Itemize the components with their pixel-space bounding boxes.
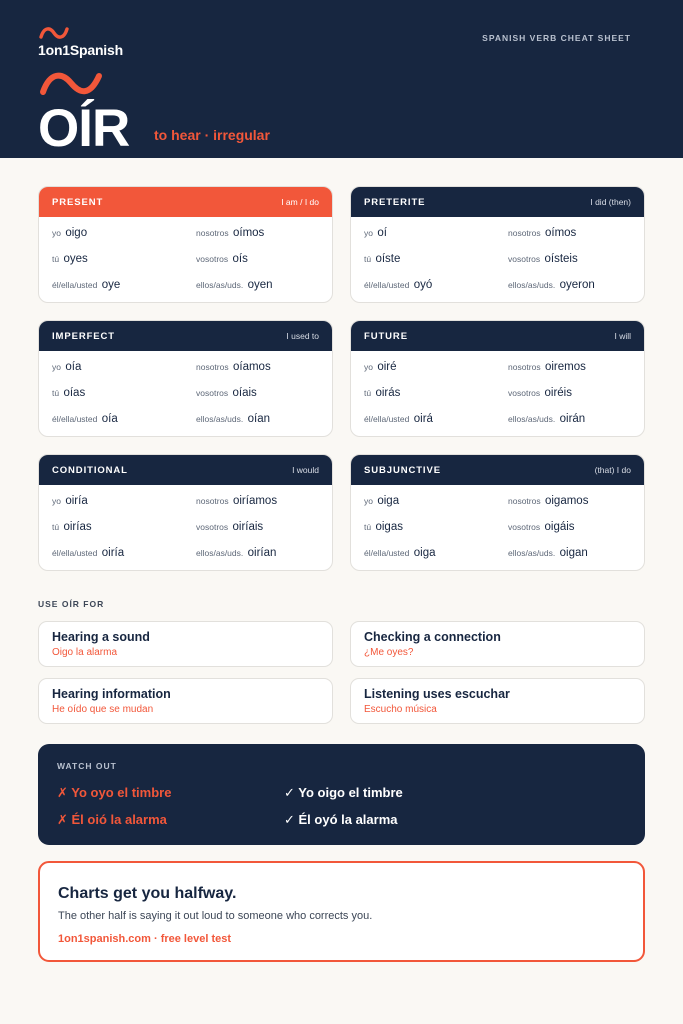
conjugation-vosotros: vosotros oís (196, 253, 248, 265)
brand-tilde-logo (38, 26, 70, 40)
conjugation-tu: tú oías (52, 387, 86, 399)
tense-card-header (39, 455, 332, 485)
conjugation-el: él/ella/usted oía (52, 413, 118, 425)
conjugation-vosotros: vosotros oiríais (196, 521, 264, 533)
use-title: Hearing a sound (52, 630, 150, 644)
tense-card-present (38, 186, 333, 303)
tense-translation: I would (292, 465, 319, 475)
uses-section-label: USE OÍR FOR (38, 599, 105, 609)
conjugation-vosotros: vosotros oísteis (508, 253, 578, 265)
use-example: Escucho música (364, 704, 437, 715)
conjugation-nosotros: nosotros oíamos (196, 361, 271, 373)
use-card (350, 678, 645, 724)
conjugation-ellos: ellos/as/uds. oirán (508, 413, 586, 425)
conjugation-yo: yo oigo (52, 227, 88, 239)
incorrect-example: ✗ Él oió la alarma (57, 812, 167, 827)
conjugation-el: él/ella/usted oye (52, 279, 121, 291)
conjugation-tu: tú oirás (364, 387, 401, 399)
watch-out-label: WATCH OUT (57, 761, 117, 771)
tense-card-header (39, 321, 332, 351)
sheet-label: SPANISH VERB CHEAT SHEET (482, 33, 631, 43)
conjugation-ellos: ellos/as/uds. oían (196, 413, 271, 425)
tense-translation: (that) I do (594, 465, 631, 475)
brand-name[interactable]: 1on1Spanish (38, 42, 123, 58)
tense-translation: I will (614, 331, 631, 341)
use-title: Listening uses escuchar (364, 687, 510, 701)
correct-example: ✓ Yo oigo el timbre (284, 785, 403, 800)
conjugation-tu: tú oirías (52, 521, 92, 533)
tense-translation: I am / I do (281, 197, 319, 207)
tense-card-preterite (350, 186, 645, 303)
conjugation-vosotros: vosotros oigáis (508, 521, 575, 533)
use-title: Hearing information (52, 687, 171, 701)
conjugation-vosotros: vosotros oiréis (508, 387, 572, 399)
tense-card-subjunctive (350, 454, 645, 571)
tense-name: PRESENT (52, 196, 104, 208)
conjugation-yo: yo oiga (364, 495, 400, 507)
tense-name: IMPERFECT (52, 330, 115, 342)
use-card (350, 621, 645, 667)
conjugation-nosotros: nosotros oímos (196, 227, 265, 239)
use-card (38, 678, 333, 724)
conjugation-ellos: ellos/as/uds. oigan (508, 547, 588, 559)
use-example: He oído que se mudan (52, 704, 154, 715)
conjugation-el: él/ella/usted oirá (364, 413, 433, 425)
use-card (38, 621, 333, 667)
conjugation-el: él/ella/usted oiga (364, 547, 436, 559)
tense-card-header (39, 187, 332, 217)
conjugation-el: él/ella/usted oiría (52, 547, 125, 559)
conjugation-tu: tú oigas (364, 521, 403, 533)
tense-name: CONDITIONAL (52, 464, 128, 476)
promo-text: The other half is saying it out loud to someone who corrects you. (58, 910, 373, 922)
watch-out-panel (38, 744, 645, 845)
promo-title: Charts get you halfway. (58, 885, 237, 902)
header (0, 0, 683, 158)
conjugation-yo: yo oiría (52, 495, 88, 507)
promo-link[interactable]: 1on1spanish.com · free level test (58, 933, 232, 945)
tense-card-header (351, 321, 644, 351)
tense-card-header (351, 187, 644, 217)
conjugation-yo: yo oiré (364, 361, 397, 373)
tense-card-imperfect (38, 320, 333, 437)
conjugation-tu: tú oyes (52, 253, 88, 265)
tense-name: SUBJUNCTIVE (364, 464, 441, 476)
use-title: Checking a connection (364, 630, 501, 644)
conjugation-nosotros: nosotros oigamos (508, 495, 589, 507)
tense-card-conditional (38, 454, 333, 571)
verb-title: OÍR (38, 99, 130, 158)
conjugation-tu: tú oíste (364, 253, 401, 265)
use-example: Oigo la alarma (52, 647, 118, 658)
tense-card-future (350, 320, 645, 437)
conjugation-yo: yo oí (364, 227, 387, 239)
use-example: ¿Me oyes? (364, 647, 414, 658)
tense-card-header (351, 455, 644, 485)
tense-translation: I did (then) (590, 197, 631, 207)
tense-translation: I used to (286, 331, 319, 341)
promo-box (38, 861, 645, 962)
tense-name: FUTURE (364, 330, 408, 342)
conjugation-ellos: ellos/as/uds. oyen (196, 279, 273, 291)
conjugation-nosotros: nosotros oiríamos (196, 495, 278, 507)
verb-meaning: to hear · irregular (154, 127, 270, 143)
conjugation-nosotros: nosotros oímos (508, 227, 577, 239)
tense-name: PRETERITE (364, 196, 426, 208)
conjugation-el: él/ella/usted oyó (364, 279, 433, 291)
conjugation-ellos: ellos/as/uds. oirían (196, 547, 277, 559)
correct-example: ✓ Él oyó la alarma (284, 812, 398, 827)
incorrect-example: ✗ Yo oyo el timbre (57, 785, 172, 800)
conjugation-nosotros: nosotros oiremos (508, 361, 586, 373)
conjugation-vosotros: vosotros oíais (196, 387, 257, 399)
verb-tilde-decoration (38, 70, 104, 98)
conjugation-ellos: ellos/as/uds. oyeron (508, 279, 595, 291)
conjugation-yo: yo oía (52, 361, 82, 373)
